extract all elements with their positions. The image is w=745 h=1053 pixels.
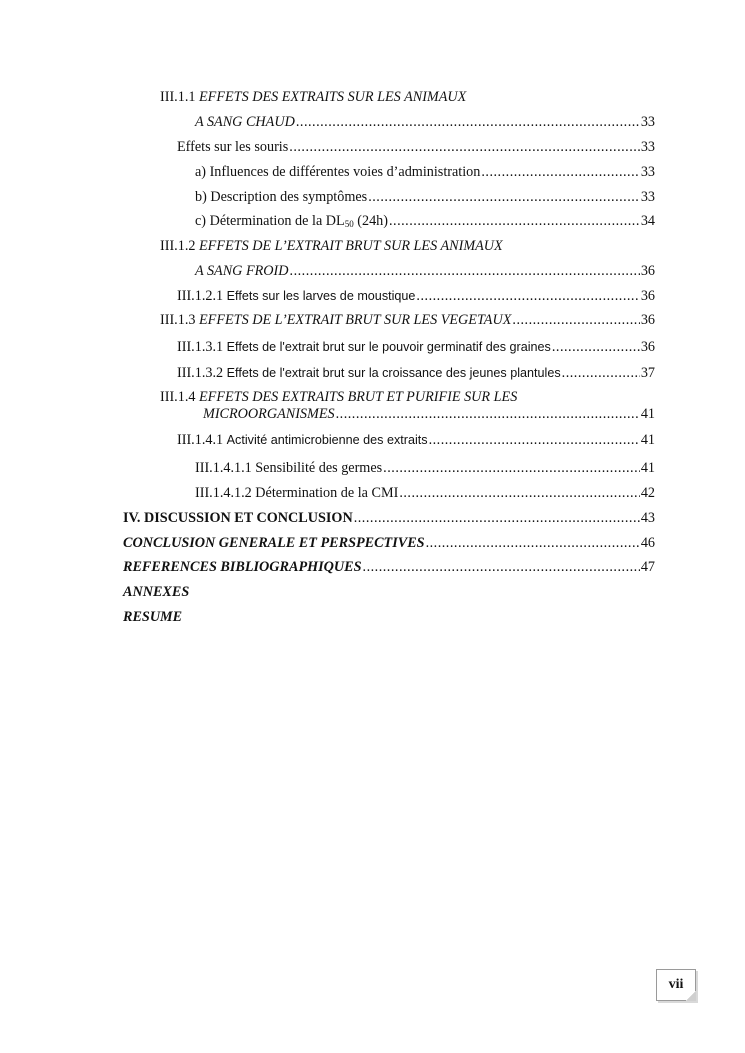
section-number: III.1.3 bbox=[160, 312, 196, 328]
page-number: 41 bbox=[640, 432, 655, 448]
page-number: 36 bbox=[640, 339, 655, 355]
toc-entry-iii-1-1[interactable] bbox=[160, 88, 466, 106]
entry-title: IV. DISCUSSION ET CONCLUSION bbox=[123, 510, 353, 526]
page-number: 33 bbox=[640, 114, 655, 130]
page-number: 43 bbox=[640, 510, 655, 526]
page-number: 36 bbox=[640, 312, 655, 328]
toc-entry-resume[interactable]: RESUME bbox=[123, 609, 183, 625]
footer-page-number: vii bbox=[668, 977, 684, 992]
section-title: EFFETS DE L’EXTRAIT BRUT SUR LES ANIMAUX bbox=[199, 238, 503, 254]
dot-leader bbox=[290, 262, 640, 280]
section-number: III.1.1 bbox=[160, 89, 196, 105]
page-number: 37 bbox=[640, 365, 655, 381]
page-number: 34 bbox=[640, 213, 655, 229]
entry-title: III.1.4.1.2 Détermination de la CMI bbox=[195, 485, 399, 501]
toc-entry-iii-1-1-cont[interactable] bbox=[195, 113, 655, 131]
page-number: 46 bbox=[640, 535, 655, 551]
dot-leader bbox=[296, 113, 640, 131]
section-number: III.1.4 bbox=[160, 389, 196, 405]
toc-entry-iii-1-4[interactable] bbox=[160, 388, 517, 406]
section-number: III.1.2 bbox=[160, 238, 196, 254]
dot-leader bbox=[363, 558, 640, 576]
page-number: 33 bbox=[640, 189, 655, 205]
toc-entry-iii-1-3[interactable] bbox=[160, 311, 655, 329]
page-number: 47 bbox=[640, 559, 655, 575]
section-title: EFFETS DES EXTRAITS SUR LES ANIMAUX bbox=[199, 89, 467, 105]
entry-title: a) Influences de différentes voies d’administration bbox=[195, 164, 481, 180]
section-title: EFFETS DES EXTRAITS BRUT ET PURIFIE SUR LES bbox=[199, 389, 518, 405]
toc-entry-conclusion-generale[interactable] bbox=[123, 534, 655, 552]
page-number: 36 bbox=[640, 263, 655, 279]
section-number: III.1.4.1 bbox=[177, 432, 224, 448]
dot-leader bbox=[368, 188, 640, 206]
dot-leader bbox=[512, 311, 639, 329]
page-number: 42 bbox=[640, 485, 655, 501]
section-number: III.1.3.1 bbox=[177, 339, 224, 355]
toc-entry-annexes[interactable]: ANNEXES bbox=[123, 584, 190, 600]
dot-leader bbox=[354, 509, 640, 527]
dot-leader bbox=[336, 405, 640, 423]
page-number: 33 bbox=[640, 164, 655, 180]
toc-entry-sensibilite[interactable] bbox=[195, 459, 655, 477]
entry-title: c) Détermination de la $DL_{50}$ (24h) bbox=[195, 213, 388, 229]
toc-entry-symptomes[interactable] bbox=[195, 188, 655, 206]
toc-entry-iii-1-2-cont[interactable] bbox=[195, 262, 655, 280]
toc-entry-iii-1-4-1[interactable] bbox=[177, 431, 655, 449]
page-number: 33 bbox=[640, 139, 655, 155]
entry-title: III.1.4.1.1 Sensibilité des germes bbox=[195, 460, 383, 476]
dot-leader bbox=[429, 431, 640, 449]
toc-entry-iii-1-4-cont[interactable] bbox=[203, 405, 655, 423]
dot-leader bbox=[383, 459, 640, 477]
entry-title: CONCLUSION GENERALE ET PERSPECTIVES bbox=[123, 535, 425, 551]
section-title-continued: A SANG FROID bbox=[195, 263, 289, 279]
entry-title: Effets de l'extrait brut sur la croissance des jeunes plantules bbox=[226, 366, 561, 380]
toc-entry-influences[interactable] bbox=[195, 163, 655, 181]
section-number: III.1.2.1 bbox=[177, 288, 224, 304]
dot-leader bbox=[289, 138, 640, 156]
toc-entry-references[interactable] bbox=[123, 558, 655, 576]
section-title-continued: MICROORGANISMES bbox=[203, 406, 335, 422]
page-number: 41 bbox=[640, 406, 655, 422]
subscript: 50 bbox=[344, 219, 354, 229]
dot-leader bbox=[426, 534, 640, 552]
entry-title: Effets sur les larves de moustique bbox=[226, 289, 416, 303]
entry-title: REFERENCES BIBLIOGRAPHIQUES bbox=[123, 559, 362, 575]
page-number-badge bbox=[656, 969, 696, 1001]
toc-entry-discussion[interactable] bbox=[123, 509, 655, 527]
dot-leader bbox=[389, 212, 640, 230]
dot-leader bbox=[416, 287, 639, 305]
toc-entry-iii-1-3-1[interactable] bbox=[177, 338, 655, 356]
dot-leader bbox=[552, 338, 640, 356]
page-number: 41 bbox=[640, 460, 655, 476]
section-title: EFFETS DE L’EXTRAIT BRUT SUR LES VEGETAUX bbox=[199, 312, 512, 328]
entry-title: b) Description des symptômes bbox=[195, 189, 368, 205]
entry-title: Activité antimicrobienne des extraits bbox=[226, 433, 428, 447]
section-title-continued: A SANG CHAUD bbox=[195, 114, 295, 130]
toc-entry-dl50[interactable] bbox=[195, 212, 655, 230]
page-number: 36 bbox=[640, 288, 655, 304]
entry-title: Effets de l'extrait brut sur le pouvoir germinatif des graines bbox=[226, 340, 551, 354]
toc-entry-iii-1-2[interactable] bbox=[160, 237, 503, 255]
dot-leader bbox=[481, 163, 639, 181]
dot-leader bbox=[562, 364, 640, 382]
toc-entry-cmi[interactable] bbox=[195, 484, 655, 502]
toc-entry-iii-1-3-2[interactable] bbox=[177, 364, 655, 382]
toc-entry-effets-souris[interactable] bbox=[177, 138, 655, 156]
dot-leader bbox=[399, 484, 640, 502]
entry-title: Effets sur les souris bbox=[177, 139, 289, 155]
section-number: III.1.3.2 bbox=[177, 365, 224, 381]
toc-entry-iii-1-2-1[interactable] bbox=[177, 287, 655, 305]
